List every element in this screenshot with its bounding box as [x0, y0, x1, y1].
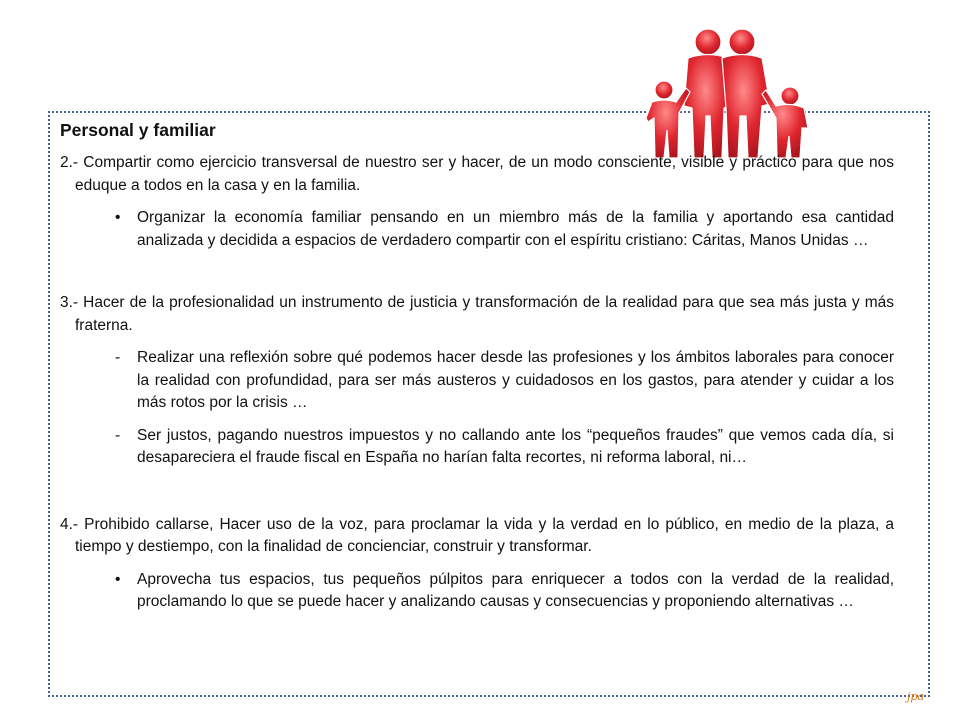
bullet-text: Aprovecha tus espacios, tus pequeños púlpitos para enriquecer a todos con la verdad de la realidad, proclamando lo que se puede hacer y analizando causas y consecuencias y proponiendo alternativas …: [137, 570, 894, 610]
point-3: 3.- Hacer de la profesionalidad un instrumento de justicia y transformación de la realidad para que sea más justa y más fraterna.: [60, 294, 894, 334]
dash-item: [115, 425, 894, 470]
section-title: Personal y familiar: [60, 120, 216, 140]
dash-text: Realizar una reflexión sobre qué podemos hacer desde las profesiones y los ámbitos laborales para conocer la realidad con profundidad, para ser más austeros y cuidadosos en los gastos, para atender y cuidar a los más rotos por la crisis …: [137, 349, 894, 411]
bullet-item: [115, 207, 894, 252]
bullet-item: [115, 569, 894, 614]
dash-marker: -: [115, 426, 121, 444]
point-4: 4.- Prohibido callarse, Hacer uso de la voz, para proclamar la vida y la verdad en lo público, en medio de la plaza, a tiempo y destiempo, con la finalidad de concienciar, construir y transformar.: [60, 515, 894, 555]
bullet-text: Organizar la economía familiar pensando en un miembro más de la familia y aportando esa cantidad analizada y decidida a espacios de verdadero compartir con el espíritu cristiano: Cáritas, Manos Unidas …: [137, 209, 894, 249]
point-2: 2.- Compartir como ejercicio transversal de nuestro ser y hacer, de un modo consciente, visible y práctico para que nos eduque a todos en la casa y en la familia.: [60, 154, 894, 194]
document-body: [60, 118, 894, 624]
dash-text: Ser justos, pagando nuestros impuestos y no callando ante los “pequeños fraudes” que vemos cada día, si desapareciera el fraude fiscal en España no harían falta recortes, ni reforma laboral, ni…: [137, 426, 894, 466]
bullet-marker: •: [115, 209, 121, 226]
author-signature: jpa: [907, 690, 925, 703]
bullet-marker: •: [115, 570, 121, 588]
dash-item: [115, 347, 894, 415]
dash-marker: -: [115, 349, 121, 366]
